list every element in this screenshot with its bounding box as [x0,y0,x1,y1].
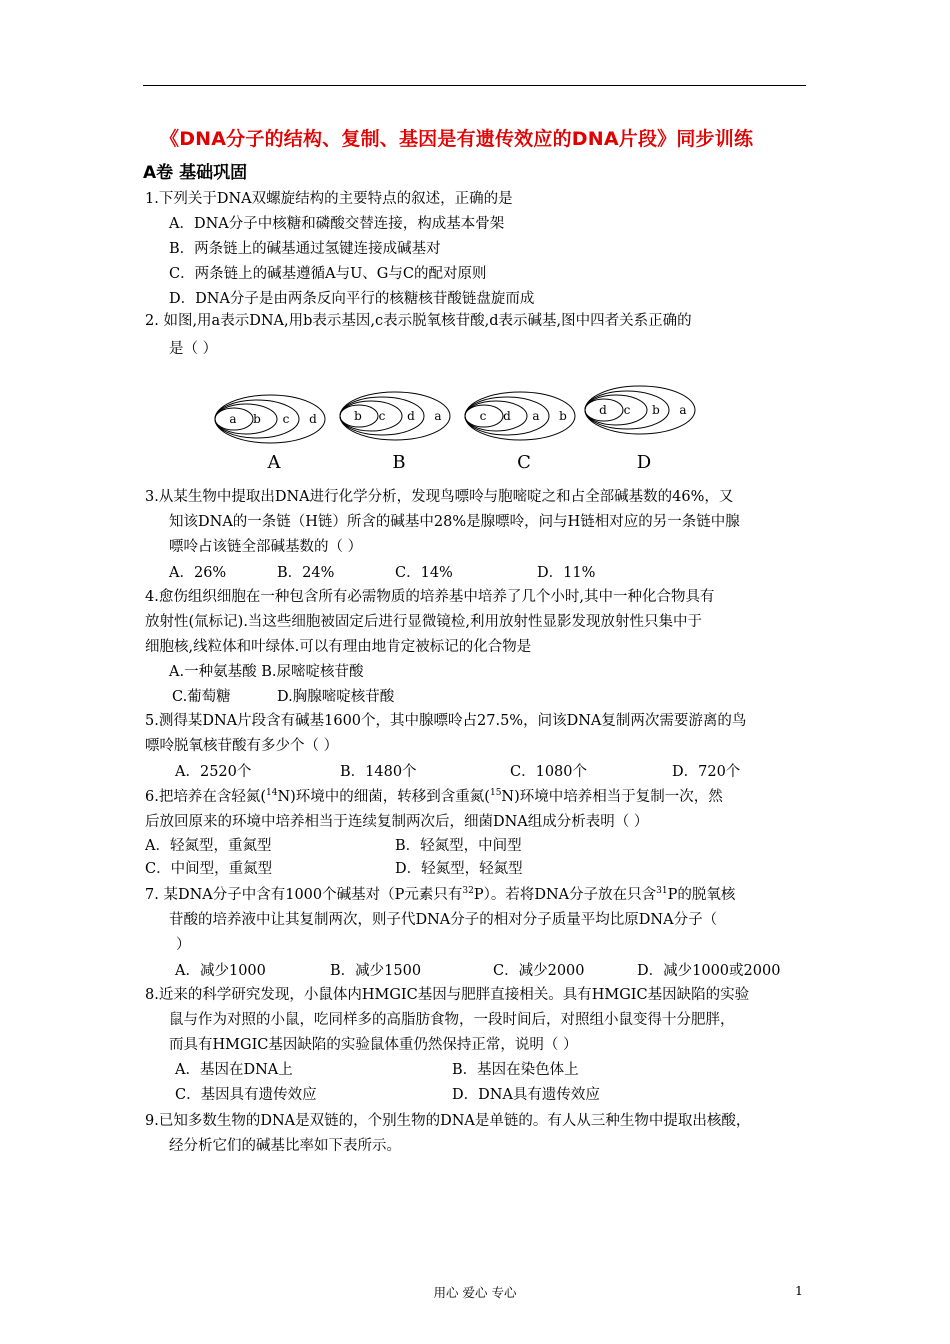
question-stem-continued: 嘌呤脱氧核苷酸有多少个（ ） [145,738,339,754]
diagram-label: C [517,452,531,473]
nested-ellipse [340,401,402,431]
question-stem-continued: 而具有HMGIC基因缺陷的实验鼠体重仍然保持正常，说明（ ） [169,1037,578,1053]
question-stem: 3.从某生物中提取出DNA进行化学分析，发现鸟嘌呤与胞嘧啶之和占全部碱基数的46%，又 [145,489,734,505]
ellipse-letter: c [378,409,386,423]
diagram-label: A [267,452,281,473]
nested-ellipse [215,404,277,434]
question-stem-continued: 放射性(氚标记).当这些细胞被固定后进行显微镜检,利用放射性显影发现放射性只集中于 [145,614,703,630]
option-d: D．轻氮型，轻氮型 [395,861,523,877]
option-b: B．轻氮型，中间型 [395,838,522,854]
header-rule [143,85,806,86]
section-heading: A卷 基础巩固 [143,163,248,183]
ellipse-letter: b [354,409,362,423]
option-c: C．中间型，重氮型 [145,861,273,877]
diagram-label: B [392,452,406,473]
nested-ellipse-diagrams [200,380,720,480]
ellipse-letter: a [532,409,540,423]
question-stem-continued: 鼠与作为对照的小鼠，吃同样多的高脂肪食物，一段时间后，对照组小鼠变得十分肥胖， [169,1012,735,1028]
question-stem: 8.近来的科学研究发现，小鼠体内HMGIC基因与肥胖直接相关。具有HMGIC基因缺陷的实验 [145,987,750,1003]
diagram-a [215,395,325,473]
ellipse-letter: d [599,403,607,417]
option-a: A．轻氮型，重氮型 [145,838,272,854]
option-d: D.胸腺嘧啶核苷酸 [277,689,395,705]
nested-ellipse [585,395,647,425]
ellipse-letter: b [253,412,261,426]
question-stem-continued: 后放回原来的环境中培养相当于连续复制两次后，细菌DNA组成分析表明（ ） [145,814,649,830]
option-a: A．减少1000 [175,963,266,979]
question-stem: 1.下列关于DNA双螺旋结构的主要特点的叙述，正确的是 [145,191,513,207]
page-number: 1 [795,1283,803,1298]
question-stem: 6.把培养在含轻氮($^{14}$N)环境中的细菌，转移到含重氮($^{15}$N)环境中培养相当于复制一次，然 [145,788,723,805]
diagram-d [585,386,695,473]
ellipse-letter: d [503,409,511,423]
ellipse-letter: d [309,412,317,426]
option-a: A．基因在DNA上 [175,1062,293,1078]
option-a: A．2520个 [175,764,252,780]
page-footer: 用心 爱心 专心 [433,1285,517,1300]
option-d: D．DNA分子是由两条反向平行的核糖核苷酸链盘旋而成 [169,291,535,307]
ellipse-letter: c [282,412,290,426]
question-stem-continued: 经分析它们的碱基比率如下表所示。 [169,1138,401,1154]
question-stem-continued: 是（ ） [169,341,218,357]
question-stem: 7. 某DNA分子中含有1000个碱基对（P元素只有$^{32}$P）。若将DNA分子放在只含$^{31}$P的脱氧核 [145,886,736,903]
ellipse-letter: b [559,409,567,423]
question-stem: 5.测得某DNA片段含有碱基1600个，其中腺嘌呤占27.5%，问该DNA复制两次需要游离的鸟 [145,713,747,729]
option-d: D．DNA具有遗传效应 [452,1087,600,1103]
option-a: A．DNA分子中核糖和磷酸交替连接，构成基本骨架 [169,216,505,232]
option-b: B．减少1500 [330,963,422,979]
option-b: B．基因在染色体上 [452,1062,579,1078]
question-stem: 4.愈伤组织细胞在一种包含所有必需物质的培养基中培养了几个小时,其中一种化合物具有 [145,589,715,605]
question-stem-continued: 嘌呤占该链全部碱基数的（ ） [169,539,363,555]
document-title: 《DNA分子的结构、复制、基因是有遗传效应的DNA片段》同步训练 [160,128,754,150]
option-d: D．720个 [672,764,741,780]
option-c: C．减少2000 [493,963,585,979]
option-c: C．两条链上的碱基遵循A与U、G与C的配对原则 [169,266,487,282]
option-b: B．两条链上的碱基通过氢键连接成碱基对 [169,241,441,257]
ellipse-letter: c [623,403,631,417]
question-stem: 2. 如图,用a表示DNA,用b表示基因,c表示脱氧核苷酸,d表示碱基,图中四者关系正确的 [145,313,692,329]
diagram-b [340,392,450,473]
option-a: A．26% [169,565,227,581]
option-a-b: A.一种氨基酸 B.尿嘧啶核苷酸 [169,664,364,680]
ellipse-letter: b [652,403,660,417]
diagram-c [465,392,575,473]
option-d: D．减少1000或2000 [637,963,781,979]
option-b: B．24% [277,565,335,581]
question-stem-continued: 苷酸的培养液中让其复制两次，则子代DNA分子的相对分子质量平均比原DNA分子（ [169,912,718,928]
question-stem-continued: 细胞核,线粒体和叶绿体.可以有理由地肯定被标记的化合物是 [145,639,532,655]
question-stem-continued: 知该DNA的一条链（H链）所含的碱基中28%是腺嘌呤，问与H链相对应的另一条链中腺 [169,514,740,530]
option-c: C．14% [395,565,453,581]
question-stem: 9.已知多数生物的DNA是双链的，个别生物的DNA是单链的。有人从三种生物中提取出核酸， [145,1113,751,1129]
question-stem-continued: ） [176,937,191,953]
option-d: D．11% [537,565,596,581]
ellipse-letter: a [679,403,687,417]
option-c: C．基因具有遗传效应 [175,1087,317,1103]
option-c: C．1080个 [510,764,587,780]
diagram-label: D [636,452,652,473]
nested-ellipse [465,401,527,431]
option-c: C.葡萄糖 [172,689,231,705]
ellipse-letter: a [229,412,237,426]
ellipse-letter: d [407,409,415,423]
ellipse-letter: c [479,409,487,423]
option-b: B．1480个 [340,764,417,780]
ellipse-letter: a [434,409,442,423]
